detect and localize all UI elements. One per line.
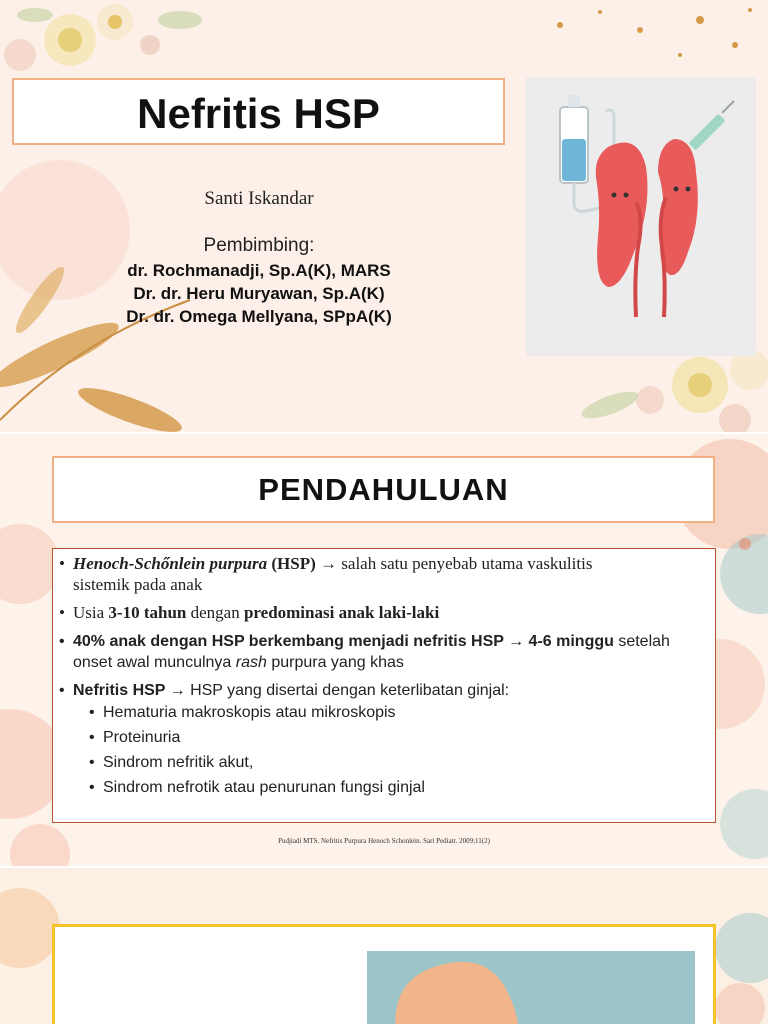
slide-title-text: Nefritis HSP (137, 90, 380, 137)
section-title: PENDAHULUAN (258, 472, 509, 507)
supervisor-label: Pembimbing: (203, 235, 315, 256)
bullet-nephritis-rate-line2: onset awal munculnya rash purpura yang khas (73, 654, 404, 671)
supervisor-3: Dr. dr. Omega Mellyana, SPpA(K) (126, 307, 392, 326)
slide-introduction (0, 434, 768, 866)
supervisor-1: dr. Rochmanadji, Sp.A(K), MARS (127, 261, 391, 280)
bullet-hsp: • Henoch-Schőnlein purpura (HSP) → salah satu penyebab utama vaskulitis (59, 554, 593, 573)
bullet-nephritis-rate: • 40% anak dengan HSP berkembang menjadi nefritis HSP → 4-6 minggu setelah (59, 633, 670, 650)
sub-bullet-nephritic: • Sindrom nefritik akut, (89, 754, 254, 771)
bullet-hsp-nephritis: • Nefritis HSP → HSP yang disertai dengan keterlibatan ginjal: (59, 682, 510, 699)
sub-bullet-hematuria: • Hematuria makroskopis atau mikroskopis (89, 704, 396, 721)
arrow-icon: → (169, 682, 186, 699)
section-title-box (52, 456, 715, 523)
author-name: Santi Iskandar (204, 188, 314, 209)
sub-bullet-nephrotic: • Sindrom nefrotik atau penurunan fungsi ginjal (89, 779, 425, 796)
citation: Pudjiadi MTS. Nefritis Purpura Henoch Schonlein. Sari Pediatr. 2009;11(2) (278, 837, 490, 845)
slide-title (0, 0, 768, 432)
content-frame (52, 924, 716, 1024)
illustration-image (367, 951, 695, 1024)
content-box (52, 548, 716, 823)
arrow-icon: → (508, 633, 525, 650)
sub-bullet-proteinuria: • Proteinuria (89, 729, 181, 746)
bullet-hsp-line2: sistemik pada anak (73, 575, 203, 594)
slide-partial (0, 868, 768, 1024)
supervisor-2: Dr. dr. Heru Muryawan, Sp.A(K) (133, 284, 385, 303)
kidney-illustration (526, 77, 756, 356)
bullet-age: • Usia 3-10 tahun dengan predominasi anak laki-laki (59, 603, 440, 622)
arrow-icon: → (320, 554, 338, 573)
title-box (12, 78, 505, 145)
